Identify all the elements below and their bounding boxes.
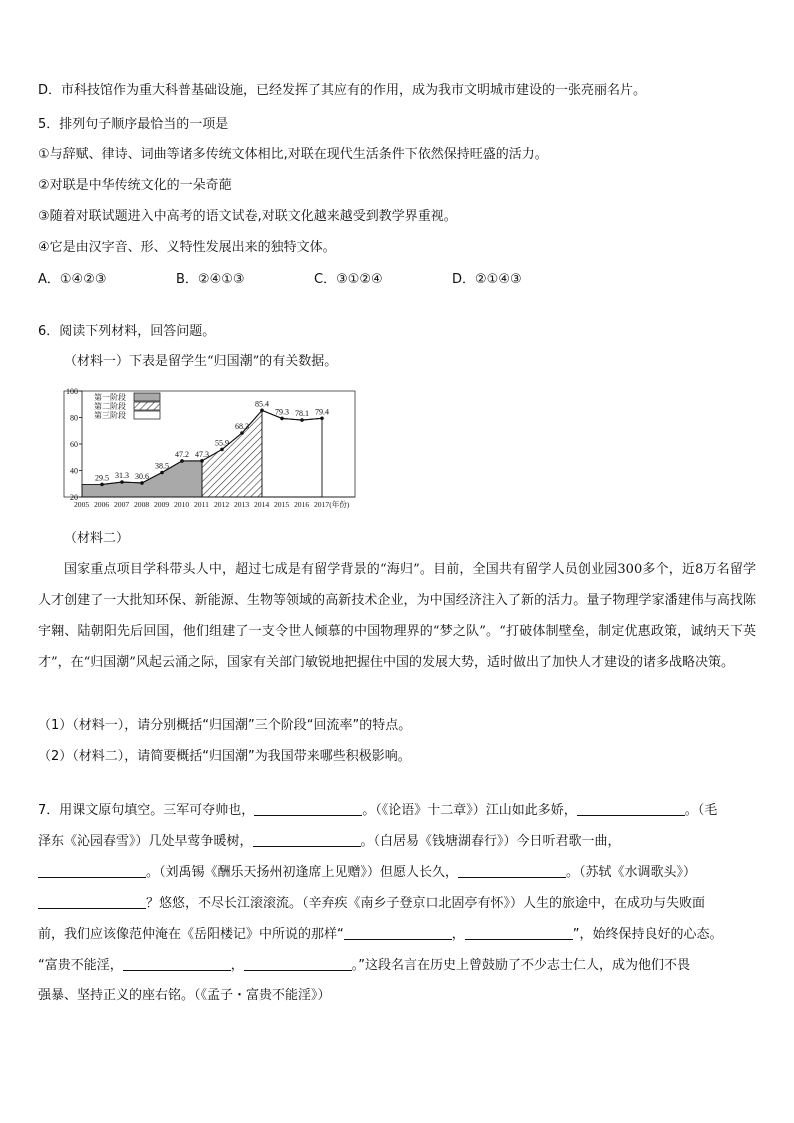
data-point: [100, 483, 104, 487]
x-tick-label: 2013: [234, 500, 250, 509]
y-tick-label: 20: [70, 493, 78, 502]
data-label: 85.4: [255, 399, 269, 409]
q7-blank-10[interactable]: [244, 956, 352, 971]
q7-line-2: 泽东《沁园春雪》）几处早莺争暖树， 。（白居易《钱塘湖春行》）今日听君歌一曲，: [38, 834, 621, 849]
data-point: [320, 416, 324, 420]
q5-options: [38, 271, 590, 289]
q6-stem: 6．阅读下列材料，回答问题。: [38, 324, 216, 339]
x-tick-label: 2015: [274, 500, 290, 509]
x-tick-label: 2017(年份): [314, 500, 350, 509]
data-point: [160, 471, 164, 475]
x-tick-label: 2016: [294, 500, 310, 509]
q7-line-1: 7．用课文原句填空。三军可夺帅也， 。（《论语》十二章》）江山如此多娇， 。（毛: [38, 803, 718, 818]
data-point: [180, 459, 184, 463]
x-tick-label: 2006: [94, 500, 110, 509]
data-label: 30.6: [135, 471, 149, 481]
data-label: 47.3: [195, 449, 209, 459]
q6-material-2-label: （材料二）: [64, 531, 130, 546]
x-tick-label: 2010: [174, 500, 190, 509]
q5-sentence-1: ①与辞赋、律诗、词曲等诸多传统文体相比,对联在现代生活条件下依然保持旺盛的活力。: [38, 147, 548, 162]
data-point: [300, 418, 304, 422]
q7-blank-6[interactable]: [38, 894, 146, 909]
q7-blank-4[interactable]: [38, 863, 146, 878]
q4-option-d: D．市科技馆作为重大科普基础设施，已经发挥了其应有的作用，成为我市文明城市建设的一张亮丽名片。: [38, 83, 647, 98]
q7-blank-2[interactable]: [577, 801, 685, 816]
q6-material-1-intro: （材料一）下表是留学生“归国潮”的有关数据。: [64, 354, 338, 369]
x-tick-label: 2014: [254, 500, 270, 509]
x-tick-label: 2007: [114, 500, 130, 509]
x-tick-label: 2011: [194, 500, 209, 509]
q5-option-a[interactable]: A．①④②③: [38, 272, 107, 287]
q7-blank-5[interactable]: [458, 863, 566, 878]
y-tick-label: 80: [70, 413, 78, 423]
legend-label: 第一阶段: [94, 393, 126, 402]
q7-blank-7[interactable]: [344, 925, 452, 940]
q5-option-c[interactable]: C．③①②④: [314, 272, 383, 287]
data-point: [240, 431, 244, 435]
q7-line-5: 前，我们应该像范仲淹在《岳阳楼记》中所说的那样“ ， ”，始终保持良好的心态。: [38, 927, 723, 942]
q7-blank-8[interactable]: [465, 925, 573, 940]
legend-swatch: [134, 402, 160, 410]
x-tick-label: 2009: [154, 500, 170, 509]
data-point: [280, 417, 284, 421]
data-label: 68.3: [235, 422, 249, 432]
data-point: [200, 459, 204, 463]
q5-stem: 5．排列句子顺序最恰当的一项是: [38, 117, 229, 132]
q7-line-7: 强暴、坚持正义的座右铭。（《孟子・富贵不能淫》）: [38, 988, 331, 1003]
q7-line-4: ？悠悠，不尽长江滚滚流。（辛弃疾《南乡子登京口北固亭有怀》）人生的旅途中，在成功与失败面: [38, 894, 705, 913]
data-label: 79.4: [315, 407, 329, 417]
legend-swatch: [134, 393, 160, 401]
data-point: [140, 481, 144, 485]
q5-option-d[interactable]: D．②①④③: [452, 272, 522, 287]
legend-label: 第二阶段: [94, 402, 126, 411]
q6-material-2-text: 国家重点项目学科带头人中，超过七成是有留学背景的“海归”。目前，全国共有留学人员创业园300多个，近8万名留学人才创建了一大批知环保、新能源、生物等领域的高新技术企业，为中国经济注入了新的活力。量子物理学家潘建伟与高找陈宇翱、陆朝阳先后回国，他们组建了一支令世人倾慕的中国物理界的“梦之队”。“打破体制壁垒，制定优惠政策，诚纳天下英才”，在“归国潮”风起云涌之际，国家有关部门敏锐地把握住中国的发展大势，适时做出了加快人才建设的诸多战略决策。: [38, 562, 756, 670]
reflux-rate-chart: [60, 383, 360, 511]
data-label: 47.2: [175, 449, 189, 459]
q5-option-b[interactable]: B．②④①③: [176, 272, 245, 287]
x-tick-label: 2012: [214, 500, 230, 509]
data-label: 29.5: [95, 473, 109, 483]
q7-line-3: 。（刘禹锡《酬乐天扬州初逢席上见赠》）但愿人长久， 。（苏轼《水调歌头》）: [38, 863, 696, 882]
chart-legend: [94, 392, 160, 420]
legend-swatch: [134, 411, 160, 419]
q5-sentence-2: ②对联是中华传统文化的一朵奇葩: [38, 178, 232, 193]
q6-sub-question-1: （1）（材料一），请分别概括“归国潮”三个阶段“回流率”的特点。: [38, 718, 412, 733]
q6-sub-question-2: （2）（材料二），请简要概括“归国潮”为我国带来哪些积极影响。: [38, 749, 411, 764]
q5-sentence-4: ④它是由汉字音、形、义特性发展出来的独特文体。: [38, 240, 336, 255]
data-point: [120, 480, 124, 484]
q7-blank-9[interactable]: [123, 956, 231, 971]
y-tick-label: 60: [70, 440, 78, 449]
data-label: 55.9: [215, 438, 229, 448]
q5-sentence-3: ③随着对联试题进入中高考的语文试卷,对联文化越来越受到教学界重视。: [38, 209, 457, 224]
stage-area: [262, 410, 322, 497]
data-label: 31.3: [115, 471, 129, 481]
stage-area: [202, 410, 262, 497]
y-tick-label: 40: [70, 466, 78, 476]
data-point: [220, 448, 224, 452]
data-label: 38.5: [155, 461, 169, 471]
x-tick-label: 2005: [74, 500, 90, 509]
q7-blank-1[interactable]: [254, 801, 362, 816]
q7-line-6: “富贵不能淫， ， 。”这段名言在历史上曾鼓励了不少志士仁人，成为他们不畏: [38, 958, 691, 973]
y-tick-label: 100: [66, 387, 78, 396]
x-tick-label: 2008: [134, 500, 150, 509]
data-label: 78.1: [295, 409, 309, 419]
legend-label: 第三阶段: [94, 411, 126, 420]
data-label: 79.3: [275, 407, 289, 417]
q7-blank-3[interactable]: [253, 832, 361, 847]
data-point: [260, 409, 264, 413]
